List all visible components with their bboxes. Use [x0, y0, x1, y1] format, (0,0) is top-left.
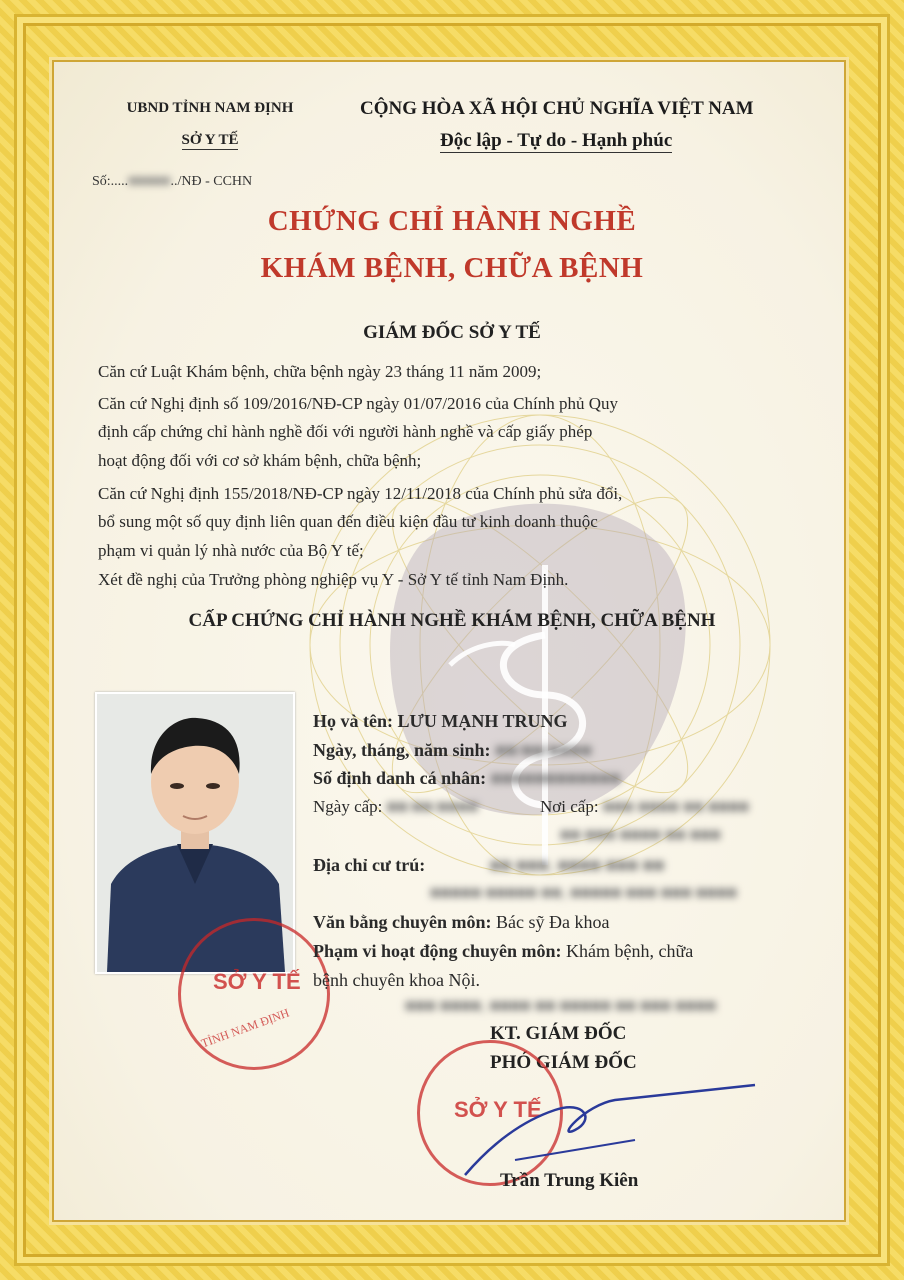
preamble-line: hoạt động đối với cơ sở khám bệnh, chữa bệnh;: [98, 451, 422, 470]
preamble-line: Căn cứ Nghị định 155/2018/NĐ-CP ngày 12/11/2018 của Chính phủ sửa đổi,: [98, 484, 623, 503]
holder-id-label: Số định danh cá nhân:: [313, 768, 487, 788]
holder-scope-value-1: Khám bệnh, chữa: [566, 941, 694, 961]
holder-issue-place-redacted: ■■■ ■■■■ ■■ ■■■■: [602, 797, 750, 816]
motto: [440, 130, 672, 152]
doc-number-redacted: ■■■■■: [128, 174, 171, 189]
holder-dob-redacted: ■■/■■/■■■■: [495, 740, 593, 760]
holder-issue-place-row: [540, 797, 749, 817]
holder-degree-row: [313, 912, 610, 933]
photo-stamp-ring-text: TỈNH NAM ĐỊNH: [199, 1005, 292, 1051]
holder-address-row: [313, 855, 665, 876]
holder-degree-value: Bác sỹ Đa khoa: [496, 912, 610, 932]
signer-name: Trần Trung Kiên: [500, 1170, 639, 1191]
holder-dob-label: Ngày, tháng, năm sinh:: [313, 740, 491, 760]
signature-stamp-text: SỞ Y TẾ: [454, 1097, 542, 1122]
motto-text: Độc lập - Tự do - Hạnh phúc: [440, 130, 673, 151]
doc-number-suffix: ../NĐ - CCHN: [170, 174, 253, 189]
org-line: UBND TỈNH NAM ĐỊNH: [126, 100, 294, 116]
dept-name-text: SỞ Y TẾ: [181, 132, 239, 148]
preamble-line: Xét đề nghị của Trưởng phòng nghiệp vụ Y - Sở Y tế tỉnh Nam Định.: [98, 570, 569, 589]
preamble-line: định cấp chứng chỉ hành nghề đối với người hành nghề và cấp giấy phép: [98, 422, 593, 441]
grant-heading: CẤP CHỨNG CHỈ HÀNH NGHỀ KHÁM BỆNH, CHỮA BỆNH: [188, 610, 716, 631]
photo-stamp-text: SỞ Y TẾ: [213, 969, 301, 994]
redacted-line: ■■■■■ ■■■■■ ■■, ■■■■■ ■■■ ■■■ ■■■■: [430, 883, 737, 902]
issuer-heading: GIÁM ĐỐC SỞ Y TẾ: [363, 322, 541, 343]
doc-number: [92, 174, 252, 190]
country-name: CỘNG HÒA XÃ HỘI CHỦ NGHĨA VIỆT NAM: [360, 98, 754, 119]
holder-name-label: Họ và tên:: [313, 711, 393, 731]
signature-role2: PHÓ GIÁM ĐỐC: [490, 1052, 637, 1073]
preamble-line: bổ sung một số quy định liên quan đến điều kiện đầu tư kinh doanh thuộc: [98, 512, 598, 531]
holder-address-label: Địa chỉ cư trú:: [313, 855, 426, 875]
holder-issue-date-redacted: ■■/■■/■■■■: [386, 797, 479, 816]
holder-degree-label: Văn bằng chuyên môn:: [313, 912, 492, 932]
signature-role1: KT. GIÁM ĐỐC: [490, 1023, 627, 1044]
holder-scope-row: [313, 941, 693, 962]
holder-issue-date-label: Ngày cấp:: [313, 797, 383, 816]
preamble-line: phạm vi quản lý nhà nước của Bộ Y tế;: [98, 541, 364, 560]
preamble-line: Căn cứ Nghị định số 109/2016/NĐ-CP ngày 01/07/2016 của Chính phủ Quy: [98, 394, 618, 413]
holder-id-row: [313, 768, 621, 789]
preamble-line: Căn cứ Luật Khám bệnh, chữa bệnh ngày 23 tháng 11 năm 2009;: [98, 362, 542, 381]
holder-address-redacted: ■■ ■■■, ■■■■ ■■■ ■■: [489, 855, 665, 875]
redacted-line: ■■ ■■■ ■■■■ ■■ ■■■: [560, 825, 721, 844]
holder-issue-place-label: Nơi cấp:: [540, 797, 599, 816]
holder-scope-value-2: bệnh chuyên khoa Nội.: [313, 970, 480, 990]
dept-name: [100, 132, 320, 149]
photo-stamp: [178, 918, 330, 1070]
holder-name-value: LƯU MẠNH TRUNG: [397, 711, 568, 731]
doc-number-prefix: Số:.....: [92, 174, 129, 189]
holder-dob-row: [313, 740, 592, 761]
holder-scope-label: Phạm vi hoạt động chuyên môn:: [313, 941, 562, 961]
redacted-date-line: ■■■ ■■■■, ■■■■ ■■ ■■■■■ ■■ ■■■ ■■■■: [405, 996, 717, 1015]
certificate-title-line1: CHỨNG CHỈ HÀNH NGHỀ: [267, 205, 637, 237]
certificate-title-line2: KHÁM BỆNH, CHỮA BỆNH: [260, 252, 644, 284]
holder-id-redacted: ■■■■■■■■■■■■: [490, 768, 622, 788]
holder-name-row: [313, 711, 568, 732]
holder-issue-row: [313, 797, 478, 817]
